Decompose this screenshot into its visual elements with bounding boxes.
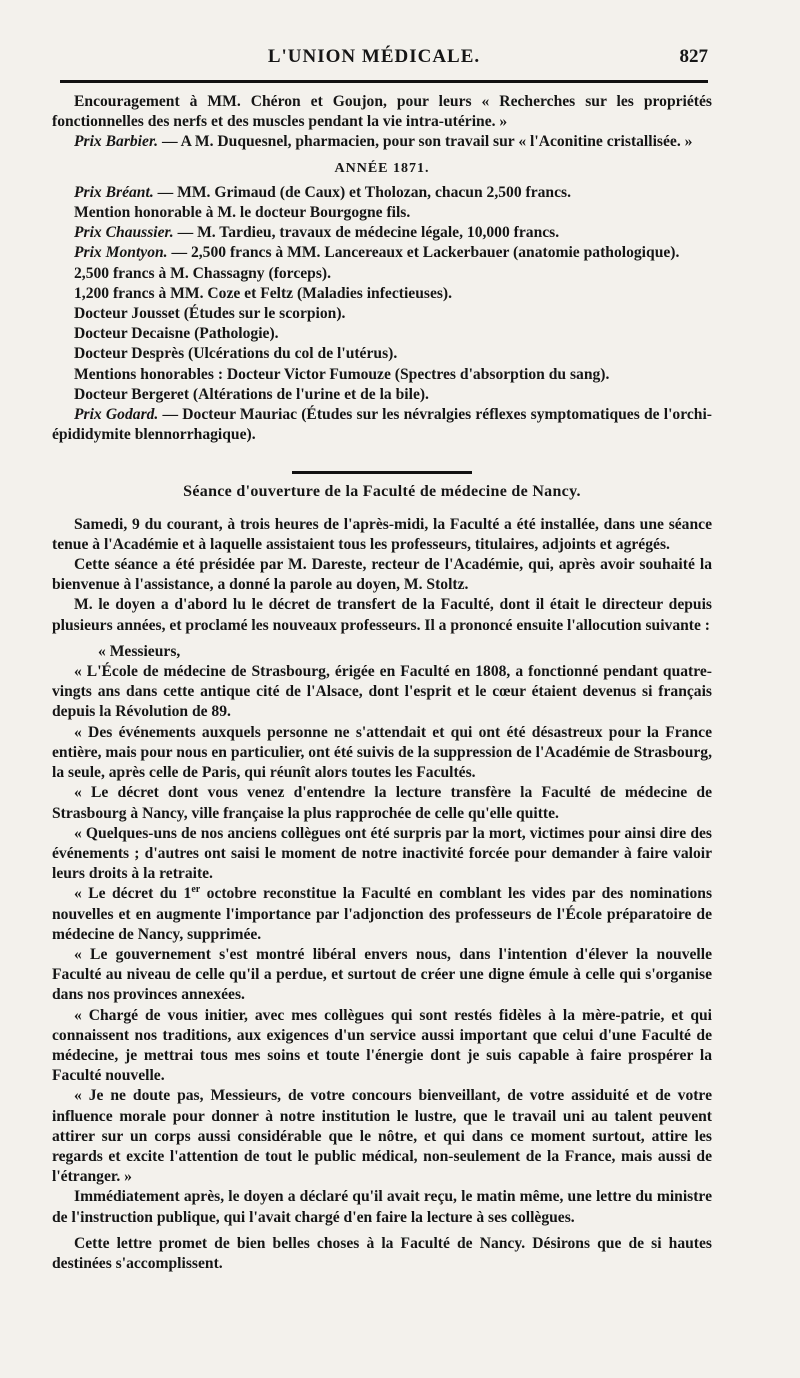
prix-montyon-text: — 2,500 francs à MM. Lancereaux et Lackerbauer (anatomie pathologique). [167,244,680,262]
intro-paragraph: Samedi, 9 du courant, à trois heures de l'après-midi, la Faculté a été installée, dans une séance tenue à l'Académie et à laquelle assistaient tous les professeurs, titulaires, adjoints et agrégés. [52,515,712,553]
montyon-line: Docteur Jousset (Études sur le scorpion). [74,305,346,323]
speech-paragraph: « Chargé de vous initier, avec mes collègues qui sont restés fidèles à la mère-patrie, et qui connaissent nos traditions, aux exigences d'un service aussi important que celui d'une Faculté de médecine, je mettrai tous mes soins et toute l'énergie dont je suis capable à faire prospérer la Faculté nouvelle. [52,1006,712,1085]
prix-godard-paragraph [52,405,712,445]
page-header [40,46,708,76]
prix-barbier-paragraph [52,132,712,152]
prix-montyon-paragraph [52,243,712,263]
prix-barbier-label: Prix Barbier. [74,133,159,151]
breant-mention: Mention honorable à M. le docteur Bourgogne fils. [74,204,411,222]
speech-5-sup: er [191,884,201,896]
montyon-line: 2,500 francs à M. Chassagny (forceps). [74,264,331,282]
speech-paragraph: « Je ne doute pas, Messieurs, de votre concours bienveillant, de votre assiduité et de votre influence morale pour donner à notre institution le lustre, que le travail uni au talent peuvent attirer sur un corps aussi considérable que le nôtre, et qui dans ce moment surtout, attire les regards et excite l'attention de tout le public médical, non-seulement de la France, mais aussi de l'étranger. » [52,1087,712,1186]
montyon-line: Docteur Desprès (Ulcérations du col de l'utérus). [74,345,398,363]
prix-breant-label: Prix Bréant. [74,183,154,201]
speech-paragraph: « Quelques-uns de nos anciens collègues ont été surpris par la mort, victimes pour ainsi dire des événements ; d'autres ont saisi le moment de notre inactivité forcée pour demander à faire valoir leurs droits à la retraite. [52,824,712,883]
year-heading: ANNÉE 1871. [334,160,430,176]
prix-barbier-text: — A M. Duquesnel, pharmacien, pour son travail sur « l'Aconitine cristallisée. » [158,133,693,151]
montyon-line: 1,200 francs à MM. Coze et Feltz (Maladies infectieuses). [74,284,453,302]
after-speech-paragraph: Immédiatement après, le doyen a déclaré qu'il avait reçu, le matin même, une lettre du ministre de l'instruction publique, qui l'avait chargé d'en faire la lecture à ses collègues. [52,1188,712,1226]
running-title: L'UNION MÉDICALE. [267,46,481,67]
prix-chaussier-label: Prix Chaussier. [74,224,174,242]
speech-paragraph: « L'École de médecine de Strasbourg, érigée en Faculté en 1808, a fonctionné pendant quatre-vingts ans dans cette antique cité de l'Alsace, dont l'esprit et le cœur étaient devenus si français depuis la Révolution de 89. [52,663,712,721]
section-separator [292,471,472,474]
speech-paragraph [52,884,712,945]
prix-godard-text: — Docteur Mauriac (Études sur les névralgies réflexes symptomatiques de l'orchi-épididymite blennorrhagique). [52,406,712,444]
speech-salutation: « Messieurs, [98,642,181,660]
montyon-line: Mentions honorables : Docteur Victor Fumouze (Spectres d'absorption du sang). [74,365,610,383]
encouragement-paragraph: Encouragement à MM. Chéron et Goujon, pour leurs « Recherches sur les propriétés fonctionnelles des nerfs et des muscles pendant la vie intra-utérine. » [52,93,712,131]
closing-paragraph: Cette lettre promet de bien belles choses à la Faculté de Nancy. Désirons que de si hautes destinées s'accomplissent. [52,1234,712,1272]
speech-5-after: octobre reconstitue la Faculté en comblant les vides par des nominations nouvelles et en augmente l'importance par l'adjonction des professeurs de l'École préparatoire de médecine de Nancy, supprimée. [52,885,713,943]
section-title: Séance d'ouverture de la Faculté de médecine de Nancy. [183,483,581,501]
prix-godard-label: Prix Godard. [74,406,159,424]
montyon-line: Docteur Bergeret (Altérations de l'urine et de la bile). [74,385,429,403]
montyon-line: Docteur Decaisne (Pathologie). [74,325,279,343]
prix-chaussier-text: — M. Tardieu, travaux de médecine légale, 10,000 francs. [173,224,560,242]
speech-paragraph: « Le gouvernement s'est montré libéral envers nous, dans l'intention d'élever la nouvelle Faculté au niveau de celle qu'il a perdue, et surtout de créer une digne émule à celle qui s'organise dans nos provinces annexées. [52,945,712,1004]
speech-paragraph: « Des événements auxquels personne ne s'attendait et qui ont été désastreux pour la France entière, mais pour nous en particulier, ont été suivis de la suppression de l'Académie de Strasbourg, la seule, après celle de Paris, qui réunît alors toutes les Facultés. [52,723,712,782]
intro-paragraph: Cette séance a été présidée par M. Dareste, recteur de l'Académie, qui, après avoir souhaité la bienvenue à l'assistance, a donné la parole au doyen, M. Stoltz. [52,556,712,594]
header-rule [60,80,708,83]
prix-chaussier-paragraph [52,223,712,243]
prix-breant-text: — MM. Grimaud (de Caux) et Tholozan, chacun 2,500 francs. [153,183,571,201]
speech-paragraph: « Le décret dont vous venez d'entendre la lecture transfère la Faculté de médecine de Strasbourg à Nancy, ville française la plus rapprochée de celle qu'elle quitte. [52,784,712,822]
intro-paragraph: M. le doyen a d'abord lu le décret de transfert de la Faculté, dont il était le directeur depuis plusieurs années, et proclamé les nouveaux professeurs. Il a prononcé ensuite l'allocution suivante : [52,596,712,634]
page-number: 827 [679,46,708,67]
speech-5-before: « Le décret du 1 [74,885,192,903]
prix-montyon-label: Prix Montyon. [74,244,168,262]
page-body [52,92,712,1274]
prix-breant-paragraph [52,183,712,203]
